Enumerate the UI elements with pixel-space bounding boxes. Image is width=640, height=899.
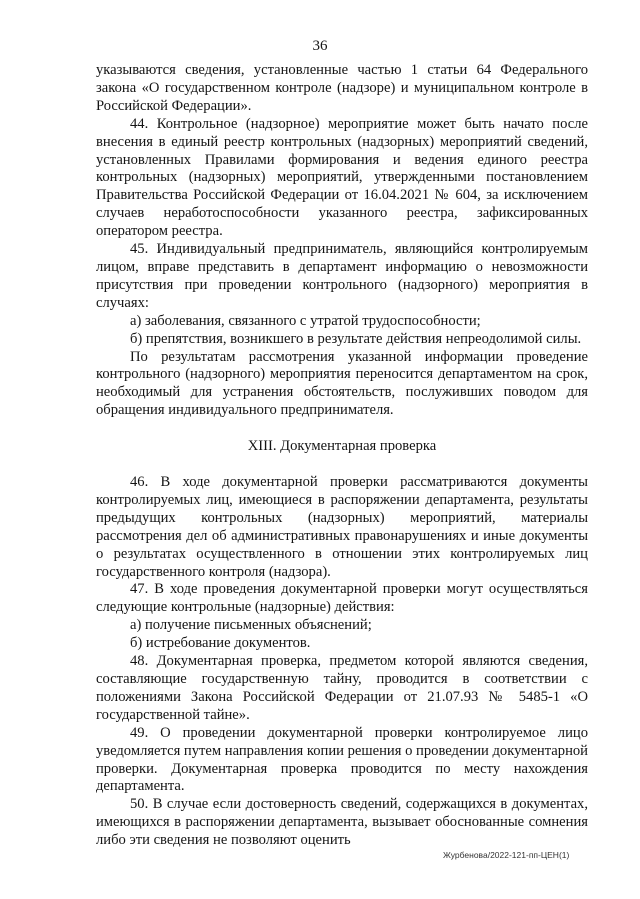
document-body [96, 62, 588, 850]
paragraph: б) препятствия, возникшего в результате действия непреодолимой силы. [130, 330, 582, 347]
paragraph: а) заболевания, связанного с утратой трудоспособности; [130, 312, 481, 329]
paragraph: а) получение письменных объяснений; [130, 617, 372, 634]
paragraph-group-bottom [96, 474, 588, 850]
paragraph: По результатам рассмотрения указанной информации проведение контрольного (надзорного) мероприятия переносится департаментом на срок, необходимый для устранения обстоятельств, послуживших поводом для обращения индивидуального предпринимателя. [96, 348, 588, 419]
paragraph: 49. О проведении документарной проверки контролируемое лицо уведомляется путем направления копии решения о проведении документарной проверки. Документарная проверка проводится по месту нахождения департамента. [96, 724, 588, 795]
page-number: 36 [312, 38, 328, 54]
paragraph-group-top [96, 62, 588, 420]
paragraph: 46. В ходе документарной проверки рассматриваются документы контролируемых лиц, имеющиеся в распоряжении департамента, результаты предыдущих контрольных (надзорных) мероприятий, материалы рассмотрения дел об административных правонарушениях и иные документы о результатах осуществленного в отношении этих контролируемых лиц государственного контроля (надзора). [96, 474, 588, 580]
paragraph: 44. Контрольное (надзорное) мероприятие может быть начато после внесения в единый реестр контрольных (надзорных) мероприятий сведений, установленных Правилами формирования и ведения единого реестра контрольных (надзорных) мероприятий, утвержденными постановлением Правительства Российской Федерации от 16.04.2021 № 604, за исключением случаев неработоспособности указанного реестра, зафиксированных оператором реестра. [96, 115, 588, 240]
paragraph: 45. Индивидуальный предприниматель, являющийся контролируемым лицом, вправе представить в департамент информацию о невозможности присутствия при проведении контрольного (надзорного) мероприятия в случаях: [96, 241, 588, 311]
paragraph: 50. В случае если достоверность сведений, содержащихся в документах, имеющихся в распоряжении департамента, вызывает обоснованные сомнения либо эти сведения не позволяют оценить [96, 796, 588, 849]
section-heading: XIII. Документарная проверка [247, 438, 437, 455]
paragraph: указываются сведения, установленные частью 1 статьи 64 Федерального закона «О государственном контроле (надзоре) и муниципальном контроле в Российской Федерации». [96, 62, 588, 114]
paragraph: 48. Документарная проверка, предметом которой являются сведения, составляющие государственную тайну, проводится в соответствии с положениями Закона Российской Федерации от 21.07.93 № 5485-1 «О государственной тайне». [96, 653, 588, 723]
document-code: Журбенова/2022-121-пп-ЦЕН(1) [443, 850, 570, 860]
paragraph: б) истребование документов. [130, 635, 311, 652]
paragraph: 47. В ходе проведения документарной проверки могут осуществляться следующие контрольные (надзорные) действия: [96, 581, 588, 616]
